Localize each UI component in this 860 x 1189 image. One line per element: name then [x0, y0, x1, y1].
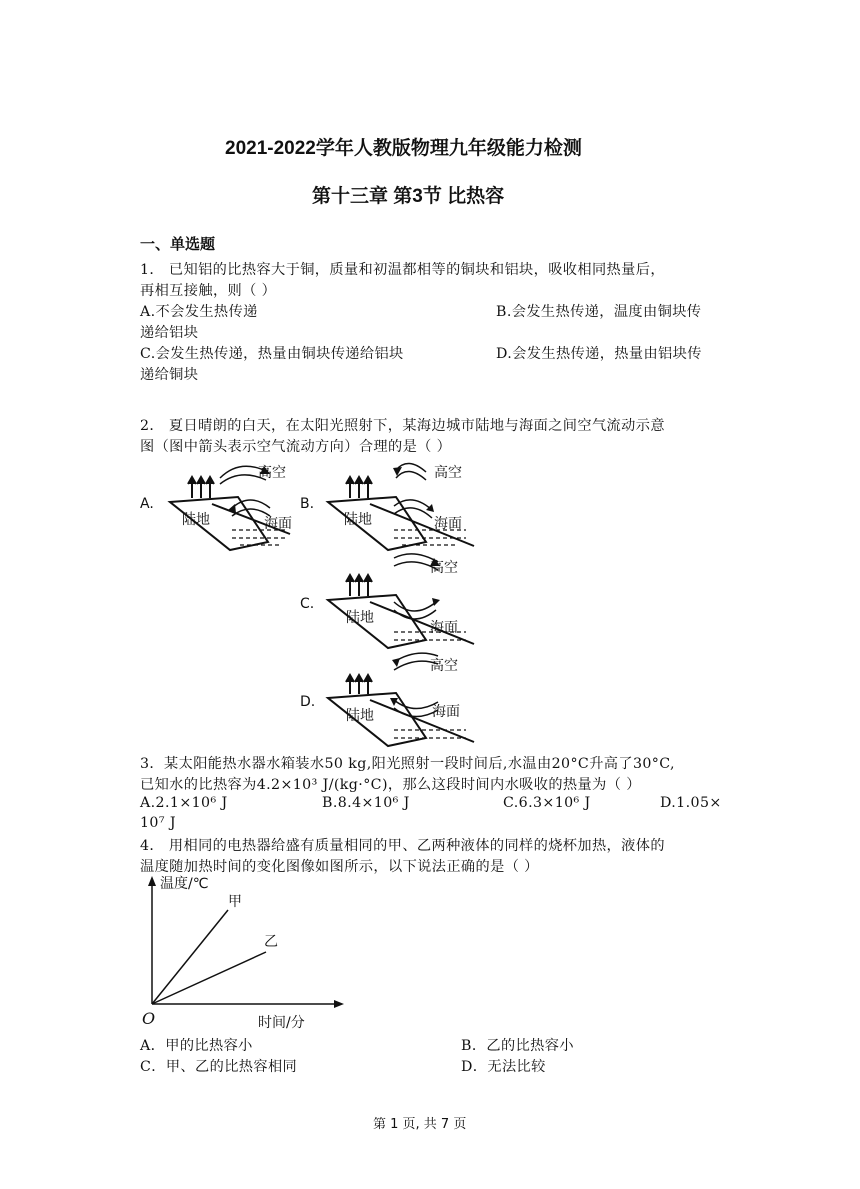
q4-option-c: C．甲、乙的比热容相同 — [140, 1059, 298, 1075]
page-subtitle: 第十三章 第3节 比热容 — [312, 186, 505, 207]
series-label-yi: 乙 — [264, 934, 278, 950]
q4-option-b: B．乙的比热容小 — [461, 1038, 574, 1054]
q3-option-c: C.6.3×10⁶ J — [503, 795, 591, 811]
q2-stem-line2: 图（图中箭头表示空气流动方向）合理的是（ ） — [140, 439, 452, 455]
q2-sea-label: 海面 — [434, 516, 462, 532]
q2-sky-label: 高空 — [258, 465, 286, 481]
q2-sky-label: 高空 — [430, 658, 458, 674]
q3-stem-line2: 已知水的比热容为4.2×10³ J/(kg·°C)，那么这段时间内水吸收的热量为（ ） — [140, 777, 641, 793]
q1-option-d-cont: 递给铜块 — [140, 367, 199, 383]
q2-diagram-d — [298, 648, 478, 752]
q2-diagram-c — [298, 548, 478, 660]
q2-sea-label: 海面 — [264, 516, 292, 532]
q1-option-c: C.会发生热传递，热量由铜块传递给铝块 — [140, 346, 404, 362]
q2-sea-label: 海面 — [432, 704, 460, 720]
rising-arrows-icon — [346, 575, 372, 596]
section-heading: 一、单选题 — [140, 236, 216, 253]
rising-arrows-icon — [188, 477, 214, 498]
q4-option-d: D．无法比较 — [461, 1059, 546, 1075]
y-axis-label: 温度/℃ — [160, 876, 209, 892]
q2-land-label: 陆地 — [344, 512, 372, 528]
q1-option-b: B.会发生热传递，温度由铜块传 — [496, 304, 702, 320]
page-footer: 第 1 页, 共 7 页 — [373, 1117, 467, 1132]
rising-arrows-icon — [346, 675, 372, 694]
q2-sea-label: 海面 — [430, 620, 458, 636]
q3-option-d: D.1.05× — [660, 795, 722, 811]
q2-diagram-a — [140, 450, 300, 560]
q2-label-d: D. — [300, 694, 316, 710]
q3-option-a: A.2.1×10⁶ J — [140, 795, 228, 811]
q1-stem-line1: 1． 已知铝的比热容大于铜，质量和初温都相等的铜块和铝块，吸收相同热量后， — [140, 262, 665, 278]
q2-diagram-b — [298, 450, 478, 560]
q4-stem-line1: 4． 用相同的电热器给盛有质量相同的甲、乙两种液体的同样的烧杯加热，液体的 — [140, 838, 665, 854]
x-axis-arrow-icon — [334, 1000, 344, 1008]
page-title: 2021-2022学年人教版物理九年级能力检测 — [225, 138, 582, 159]
q2-label-b: B. — [300, 496, 315, 512]
q1-stem-line2: 再相互接触，则（ ） — [140, 283, 277, 299]
x-axis-label: 时间/分 — [258, 1015, 305, 1031]
q2-label-a: A. — [140, 496, 154, 512]
q4-temperature-graph — [140, 872, 350, 1032]
lower-circulation-arrow — [232, 500, 270, 508]
q1-option-d: D.会发生热传递，热量由铝块传 — [496, 346, 702, 362]
y-axis-arrow-icon — [148, 876, 156, 886]
q1-option-a: A.不会发生热传递 — [140, 304, 258, 320]
series-line-jia — [152, 910, 228, 1004]
q2-land-label: 陆地 — [346, 708, 374, 724]
q2-sky-label: 高空 — [430, 560, 458, 576]
q3-option-b: B.8.4×10⁶ J — [322, 795, 410, 811]
q3-option-d-cont: 10⁷ J — [140, 815, 176, 831]
q2-sky-label: 高空 — [434, 465, 462, 481]
q1-option-b-cont: 递给铝块 — [140, 325, 199, 341]
rising-arrows-icon — [346, 477, 372, 498]
q2-land-label: 陆地 — [346, 610, 374, 626]
q2-land-label: 陆地 — [182, 512, 210, 528]
series-line-yi — [152, 952, 266, 1004]
q2-label-c: C. — [300, 596, 315, 612]
q4-stem-line2: 温度随加热时间的变化图像如图所示，以下说法正确的是（ ） — [140, 859, 539, 875]
series-label-jia: 甲 — [228, 894, 242, 910]
q3-stem-line1: 3．某太阳能热水器水箱装水50 kg,阳光照射一段时间后,水温由20°C升高了30°C, — [140, 756, 675, 772]
q2-stem-line1: 2． 夏日晴朗的白天，在太阳光照射下，某海边城市陆地与海面之间空气流动示意 — [140, 418, 665, 434]
origin-label: O — [142, 1009, 156, 1028]
q4-option-a: A．甲的比热容小 — [140, 1038, 253, 1054]
